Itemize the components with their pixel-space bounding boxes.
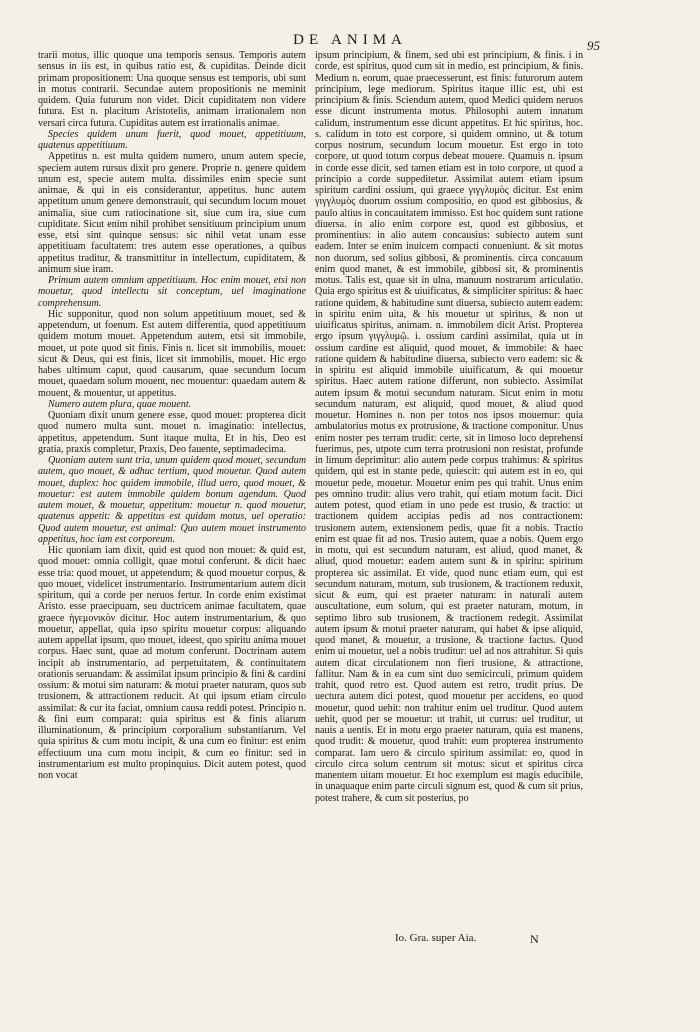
- commentary-paragraph: Quoniam dixit unum genere esse, quod mouet: propterea dicit quod numero multa sunt. mouet n. imaginatio: intellectus, appetitus, appetendum. Sunt itaque multa, Et in his, Deo est gratia, praxis completur, Praxis, Deo fauente, septimadecima.: [38, 410, 306, 455]
- commentary-paragraph: trarii motus, illic quoque una temporis sensus. Temporis autem sensus in iis est, in quibus ratio est, & cupiditas. Deinde dicit primam propositionem: Una quoque sensus est temporis, ubi sunt in motus contrarii. Secundae autem propositionis ne meminit quidem. Quia futurum non videt. Dicit cupiditatem non videre futura. Est n. placitum Aristotelis, animam irrationalem non versari circa futura. Cupiditas autem est irrationalis animae.: [38, 50, 306, 129]
- running-title: DE ANIMA: [293, 32, 407, 48]
- folio-number: 95: [587, 38, 600, 53]
- commentary-paragraph: ipsum principium, & finem, sed ubi est principium, & finis. i in corde, est spiritus, quod cum sit in medio, est principium, & finis. Medium n. eorum, quae praecesserunt, est finis: futurorum autem principium, lege mediorum. Spiritus itaque illic est, ubi est principium & finis. Sciendum autem, quod Medici quidem neruos esse dicunt instrumenta motus. Philosophi autem innatum calidum, instrumentum esse dicunt appetitus. Et hic spiritus, hoc. s. calidum in toto est corpore, si quidem omnino, ut & totum corpus nostrum, secundum locum mouetur. Est ergo in toto corpore, ut quod totum corpus debeat mouere. Quamuis n. ipsum in corde esse dicit, sed tamen etiam est in toto corpore, ut quod a principio a corde suppeditetur. Assimilat autem etiam ipsum spiritum cardini ossium, qui graece γιγγλυμὸς dicitur. Est enim γιγγλυμὸς duorum ossium compositio, eo quod est gibbosius, & paulo altius in concauitatem immisso. Est hoc quidem sunt ratione diuersa. in alio enim corpore est, quod est gibbosius, et prominentius: in alio autem concausius: subiecto autem sunt eadem. Inter se enim inuicem compacti conueniunt. & sit motus non duorum, sed solius gibbosi, & prominentis. circa concauum enim quod manet, & est immobile, gibbosi sit, & prominentis motus. Talis est, quae sit in ulna, manuum nostrarum articulatio. Quia ergo spiritus est & uiuificatus, & simpliciter spiritus: & haec ratione quidem, & habitudine sunt diuersa, subiecto autem eadem: in spiritu enim uita, & his mouetur ut spiritus, & non ut uiuificatus spiritus, animam. n. immobilem dicit Arist. Propterea ergo ipsum γιγγλυμῷ. i. ossium cardini assimilat, quia ut in ossium cardine est aliquid, quod mouet, & immobile: & haec ratione quidem & habitudine diuersa, subiecto vero eadem: sic & in spiritu est aliquid immobile uiuificatum, & qui mouetur spiritus. Haec autem ratione differunt, non subiecto. Assimilat autem ipsum & motui secundum naturam. Sicut enim in motu secundum naturam, est aliquid, quod mouet, & aliud quod mouetur. Homines n. non per totos nos ipsos mouemur: quia ambulatorius motus ex protrusione, & tractione componitur. Unus enim noster pes terram trudit: certe, sit in limoso loco deprehensi fuerimus, pes, utpote cum terra protrusioni non resistat, profunde in limum deprimitur: alio autem pede corpus trahimus: & spiritus quidem, qui est in stante pede, quiescit: qui autem est in eo, qui mouetur pede, mouetur. Mouetur enim pes qui trahit. Unus enim pes omnino trudit: alius vero trahit, qui etiam motum facit. Dici autem potest, quod etiam in uno pede est trusio, & tractio: ut tractionem quidem accipias pedis ad nos contractionem: trusionem autem, extensionem pedis, quae fit a nobis. Tractio enim est quae fit ad nos. Trusio autem, quae a nobis. Quem ergo in motu, qui est secundum naturam, est aliud, quod manet, & aliud, quod mouetur: eadem autem sunt & in spiritu: spiritum propterea sic assimilat. Et vide, quod nunc etiam eum, qui est secundum naturam, motum, sub trusionem, & tractionem reduxit, sicut & eum, qui est praeter naturam: in naturali autem auscultatione, eum solum, qui est praeter naturam, motum, in septimo libro sub trusionem, & tractionem redegit. Assimilat autem ipsum & motui praeter naturam, qui habet & ipse aliquid, quod manet, & mouetur, a trusione, & tractione factus. Quod enim ui mouetur, uel a nobis truditur: uel ad nos attrahitur. Si quis autem dicat circulationem non fieri trusione, & attractione, fallitur. Nam & in ea cum sint duo semicirculi, primum quidem trahit, quod retro est. Quod autem est retro, trudit prius. De uectura autem dici potest, quod mouetur per accidens, eo quod mouetur, quod uehit: non trahitur enim uel truditur. Quod autem uehit, quod per se mouetur: ut trahit, ut currus: uel truditur, ut nauis a uentis. Et in motu ergo praeter naturam, quia est manens, quod trudit: & mouetur, quod trahit: eum propterea instrumento comparat. Iam uero & circulo spiritum assimilat: eo, quod in circulo circa solum centrum sit motus: sicut et spiritus circa manentem uitam mouetur. Et hoc exemplum est magis educibile, in unaquaque enim parte circuli signum est, quod & cum sit prius, potest trahere, & cum sit posterius, po: [315, 50, 583, 804]
- right-column: [315, 50, 583, 804]
- catchword: Io. Gra. super Aia.: [395, 932, 477, 944]
- commentary-paragraph: Appetitus n. est multa quidem numero, unum autem specie, speciem autem rursus dixit pro genere. Proprie n. genere quidem unum est, specie autem multa. dissimiles enim specie sunt animae, & qui in eis considerantur, appetitus. hunc autem appetitum unum genere demonstrauit, qui secundum locum mouet animalia, siue cum ratiocinatione sit, siue cum ira, siue cum cupiditate. Sicut enim nihil prohibet sensitiuum principium unum esse, etsi sint quinque sensus: sic nihil vetat unam esse appetitiuam facultatem: tres autem esse operationes, a quibus appetitus traditur, & transmittitur in intellectum, cupiditatem, & animum siue iram.: [38, 151, 306, 275]
- lemma-paragraph: Numero autem plura, quae mouent.: [48, 398, 192, 410]
- left-column: [38, 50, 306, 781]
- lemma-paragraph: Species quidem unum fuerit, quod mouet, appetitiuum, quatenus appetitiuum.: [38, 128, 306, 151]
- lemma-paragraph: Quoniam autem sunt tria, unum quidem quod mouet, secundum autem, quo mouet, & adhuc tertium, quod mouetur. Quod autem mouet, duplex: hoc quidem immobile, illud uero, quod mouet, & mouetur: est autem immobile quidem bonum agendum. Quod autem mouet, & mouetur, appetitum: mouetur n. quod mouetur, quatenus appetit: & appetitus est quidam motus, uel operatio: Quod autem mouetur, est animal: Quo autem mouet instrumento appetitus, hoc iam est corporeum.: [38, 455, 306, 545]
- lemma-paragraph: Primum autem omnium appetitiuum. Hoc enim mouet, etsi non mouetur, quod intellectu sit conceptum, uel imaginatione comprehensum.: [38, 275, 306, 309]
- commentary-paragraph: Hic supponitur, quod non solum appetitiuum mouet, sed & appetendum, ut foenum. Est autem differentia, quod appetitiuum quidem motum mouet. Appetendum autem, etsi sit immobile, mouet, ut pote quod sit finis. Finis n. licet sit immobilis, mouet: sicut & Deus, qui est finis, licet sit immobilis, mouet. Hic ergo habes ultimum caput, quod causarum, quae secundum locum mouet, quaedam solum mouent, nec mouentur: quaedam autem & mouent, & mouentur, ut appetitus.: [38, 308, 306, 399]
- commentary-paragraph: Hic quoniam iam dixit, quid est quod non mouet: & quid est, quod mouet: omnia colligit, quae motui conferunt. & dicit haec esse tria: quod mouet, ut appetendum; & quod mouetur corpus, & quo mouet, videlicet instrumentario. Instrumentarium autem dicit spiritum, qui a corde per neruos fertur. In corde enim existimat Aristo. esse praecipuam, seu ductricem animae facultatem, quae graece ἡγεμονικὸν dicitur. Hoc autem instrumentarium, & quo mouetur, appellat, quia ipso spiritu mouetur corpus: aliquando autem appellat ipsum, quo mouet, ideest, quo spiritu anima mouet corpus. Haec sunt, quae ad motum conferunt. Doctrinam autem incipit ab instrumentario, ad perpetuitatem, & continuitatem orationis seruandam: & assimilat ipsum principio & fini & cardini ossium: & motui sim naturam: & motui praeter naturam, quos sub trusionem, & attractionem reducit. At qui ipsum etiam circulo assimilat: & cur ita faciat, omnium causa reddi potest. Principio n. & fini eum comparat: quia spiritus est & finis aliarum illuminationum, & principium corporalium substantiarum. Vel quia spiritus & cum motu incipit, & una cum eo finitur: est enim effectiuum una cum motu incipit, & cum eo finitur: sed in instrumentarium est multo propinquius. Dicit autem potest, quod non vocat: [38, 545, 306, 781]
- signature-mark: N: [530, 932, 539, 946]
